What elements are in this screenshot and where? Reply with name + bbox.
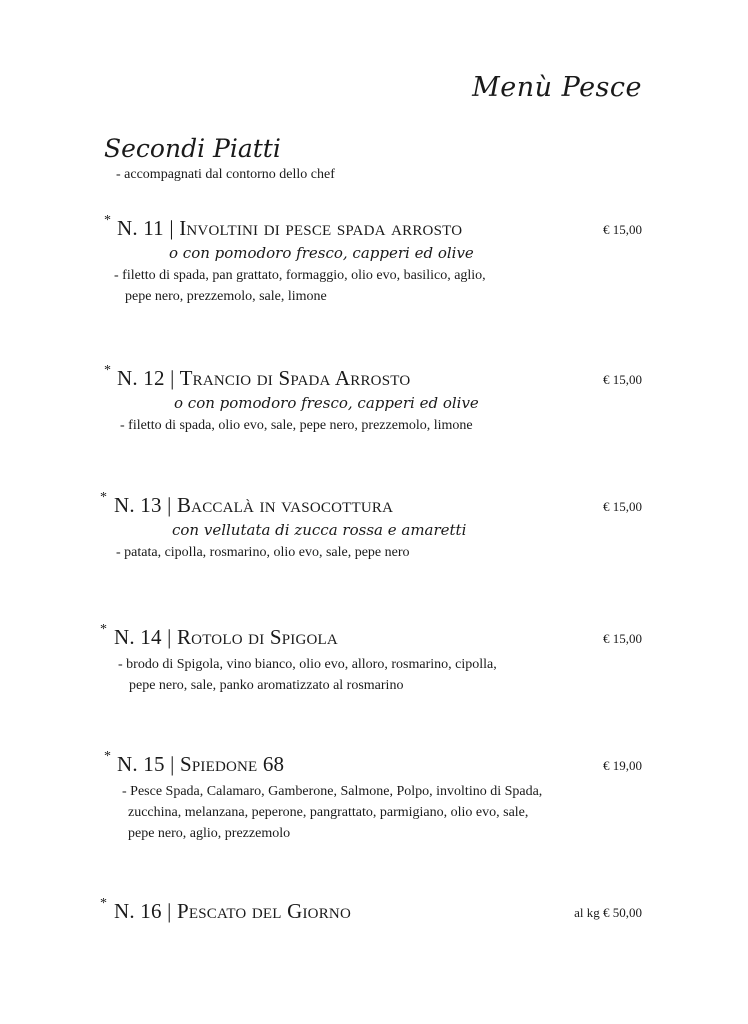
item-variant: o con pomodoro fresco, capperi ed olive	[169, 244, 474, 262]
item-price: € 15,00	[603, 499, 642, 514]
item-price: € 15,00	[603, 631, 642, 646]
star-marker: *	[100, 896, 107, 911]
menu-item-14	[100, 622, 642, 696]
item-description: - brodo di Spigola, vino bianco, olio evo, alloro, rosmarino, cipolla,	[118, 657, 497, 672]
star-marker: *	[104, 749, 111, 764]
item-description: pepe nero, prezzemolo, sale, limone	[125, 289, 327, 304]
star-marker: *	[100, 622, 107, 637]
item-variant: con vellutata di zucca rossa e amaretti	[172, 521, 467, 539]
menu-item-12	[104, 363, 642, 436]
menu-item-16	[100, 896, 642, 925]
item-price: € 19,00	[603, 758, 642, 773]
item-name: N. 16 | Pescato del Giorno	[114, 899, 351, 923]
item-price: al kg € 50,00	[574, 905, 642, 920]
item-description: zucchina, melanzana, peperone, pangrattato, parmigiano, olio evo, sale,	[128, 805, 529, 820]
section-title: Secondi Piatti	[104, 134, 281, 163]
menu-item-15	[104, 749, 642, 844]
item-description: - patata, cipolla, rosmarino, olio evo, sale, pepe nero	[116, 545, 410, 560]
page-title: Menù Pesce	[472, 72, 642, 103]
item-description: - Pesce Spada, Calamaro, Gamberone, Salmone, Polpo, involtino di Spada,	[122, 784, 543, 799]
item-price: € 15,00	[603, 372, 642, 387]
star-marker: *	[104, 363, 111, 378]
item-description: - filetto di spada, olio evo, sale, pepe nero, prezzemolo, limone	[120, 418, 473, 433]
item-name: N. 11 | Involtini di pesce spada arrosto	[117, 216, 463, 240]
section-subtitle: - accompagnati dal contorno dello chef	[116, 167, 335, 182]
item-description: - filetto di spada, pan grattato, formaggio, olio evo, basilico, aglio,	[114, 268, 486, 283]
item-name: N. 15 | Spiedone 68	[117, 752, 285, 776]
item-name: N. 12 | Trancio di Spada Arrosto	[117, 366, 411, 390]
menu-item-13	[100, 490, 642, 563]
item-name: N. 14 | Rotolo di Spigola	[114, 625, 338, 649]
item-description: pepe nero, aglio, prezzemolo	[128, 826, 291, 841]
item-description: pepe nero, sale, panko aromatizzato al rosmarino	[129, 678, 404, 693]
star-marker: *	[100, 490, 107, 505]
menu-item-11	[104, 213, 642, 307]
item-name: N. 13 | Baccalà in vasocottura	[114, 493, 394, 517]
item-price: € 15,00	[603, 222, 642, 237]
star-marker: *	[104, 213, 111, 228]
item-variant: o con pomodoro fresco, capperi ed olive	[174, 394, 479, 412]
